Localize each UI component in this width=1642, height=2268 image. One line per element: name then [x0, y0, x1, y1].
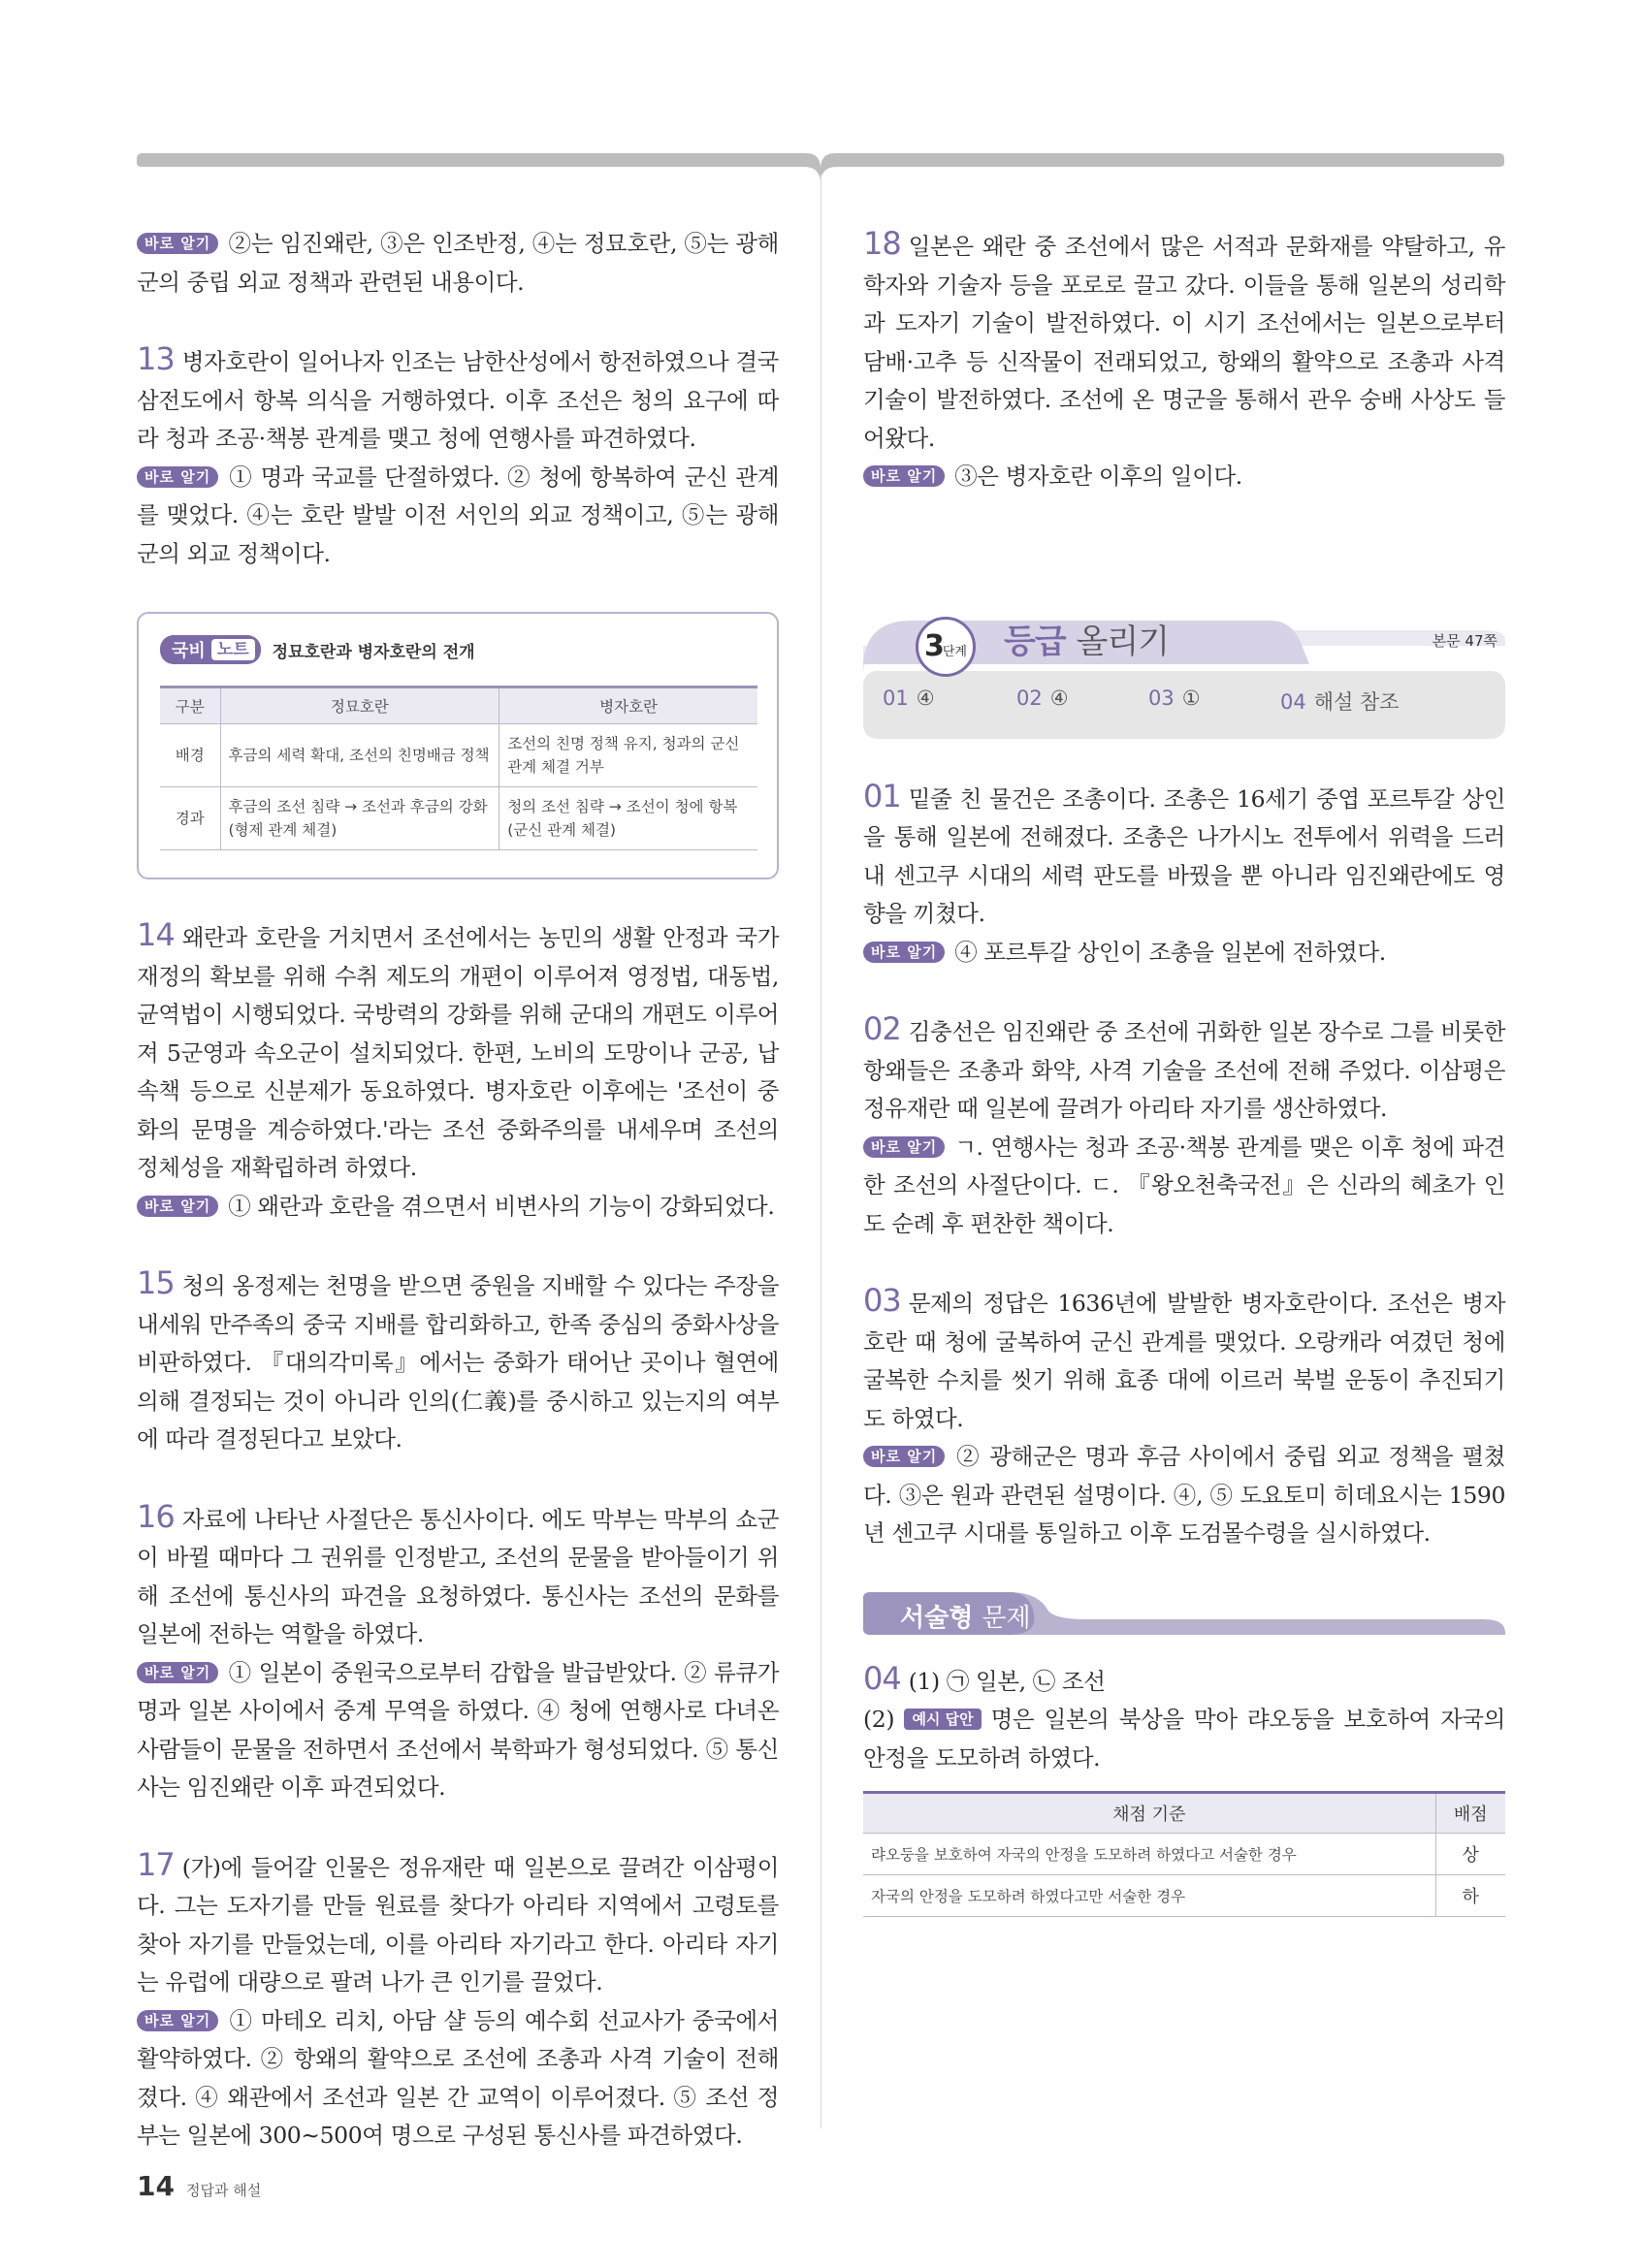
row-label: 경과 [160, 787, 220, 850]
baro-tag: 바로 알기 [137, 1196, 218, 1217]
level-up-section [863, 611, 1505, 756]
answer-16 [137, 1498, 779, 1807]
answer-key-item [1280, 687, 1400, 716]
page-reference: 본문 47쪽 [1432, 631, 1497, 650]
note-table [160, 686, 757, 850]
note-col-header: 병자호란 [499, 687, 757, 724]
answer-key-item [1016, 687, 1148, 716]
answer-key [883, 687, 1484, 716]
question-number: 18 [863, 225, 901, 262]
answer-13 [137, 340, 779, 573]
question-number: 14 [137, 916, 175, 953]
baro-tag: 바로 알기 [863, 1136, 945, 1158]
level-number: 3 [924, 628, 943, 663]
answer-text: 왜란과 호란을 거치면서 조선에서는 농민의 생활 안정과 국가 재정의 확보를 위해 수취 제도의 개편이 이루어져 영정법, 대동법, 균역법이 시행되었다. 국방력의 강화를 위해 군대의 개편도 이루어져 5군영과 속오군이 설치되었다. 한편, 노비의 도망이나 군공, 납속책 등으로 신분제가 동요하였다. 병자호란 이후에는 '조선이 중화의 문명을 계승하였다.'라는 조선 중화주의를 내세우며 조선의 정체성을 재확립하려 하였다. [137, 924, 779, 1181]
answer-text: 밑줄 친 물건은 조총이다. 조총은 16세기 중엽 포르투갈 상인을 통해 일본에 전해졌다. 조총은 나가시노 전투에서 위력을 드러내 센고쿠 시대의 세력 판도를 바꿨을 뿐 아니라 임진왜란에도 영향을 끼쳤다. [863, 784, 1505, 927]
scoring-col-header: 채점 기준 [863, 1793, 1435, 1834]
answer-12-continued [137, 225, 779, 302]
table-cell: 조선의 친명 정책 유지, 청과의 군신 관계 체결 거부 [499, 724, 757, 787]
answer-text: 문제의 정답은 1636년에 발발한 병자호란이다. 조선은 병자호란 때 청에 굴복하여 군신 관계를 맺었다. 오랑캐라 여겼던 청에 굴복한 수치를 씻기 위해 효종 대에 이르러 북벌 운동이 추진되기도 하였다. [863, 1290, 1505, 1432]
answer-key-value: 해설 참조 [1313, 689, 1400, 714]
answer-text: 자료에 나타난 사절단은 통신사이다. 에도 막부는 막부의 쇼군이 바뀔 때마다 그 권위를 인정받고, 조선의 문물을 받아들이기 위해 조선에 통신사의 파견을 요청하였다. 통신사는 조선의 문화를 일본에 전하는 역할을 하였다. [137, 1505, 779, 1647]
answer-text: ②는 임진왜란, ③은 인조반정, ④는 정묘호란, ⑤는 광해군의 중립 외교 정책과 관련된 내용이다. [137, 230, 779, 296]
essay-title-main: 서술형 [900, 1603, 974, 1633]
essay-section-header [863, 1592, 1505, 1639]
note-col-header: 구분 [160, 687, 220, 724]
level-title [1004, 615, 1169, 662]
question-number: 15 [137, 1264, 175, 1301]
example-answer-tag: 예시 답안 [904, 1709, 981, 1730]
answer-key-value: ④ [1049, 686, 1069, 710]
baro-text: ③은 병자호란 이후의 일이다. [954, 463, 1242, 490]
level-sub: 단계 [942, 644, 967, 659]
scoring-col-header: 배점 [1435, 1793, 1505, 1834]
answer-01 [863, 778, 1505, 973]
table-row [160, 787, 757, 850]
answer-text: 청의 옹정제는 천명을 받으면 중원을 지배할 수 있다는 주장을 내세워 만주족의 중국 지배를 합리화하고, 한족 중심의 중화사상을 비판하였다. 『대의각미록』에서는 중화가 태어난 곳이나 혈연에 의해 결정되는 것이 아니라 인의(仁義)를 중시하고 있는지의 여부에 따라 결정된다고 보았다. [137, 1272, 779, 1453]
baro-tag: 바로 알기 [137, 466, 218, 488]
baro-text: ② 광해군은 명과 후금 사이에서 중립 외교 정책을 펼쳤다. ③은 원과 관련된 설명이다. ④, ⑤ 도요토미 히데요시는 1590년 센고쿠 시대를 통일하고 이후 도검몰수령을 실시하였다. [863, 1443, 1505, 1547]
baro-tag: 바로 알기 [137, 1662, 218, 1683]
criteria-cell: 랴오둥을 보호하여 자국의 안정을 도모하려 하였다고 서술한 경우 [863, 1834, 1435, 1875]
answer-03 [863, 1282, 1505, 1553]
note-col-header: 정묘호란 [220, 687, 499, 724]
question-number: 02 [863, 1010, 901, 1047]
answer-key-num: 04 [1280, 689, 1306, 714]
level-badge [916, 617, 976, 677]
footer-label: 정답과 해설 [185, 2182, 262, 2199]
baro-text: ① 명과 국교를 단절하였다. ② 청에 항복하여 군신 관계를 맺었다. ④는 호란 발발 이전 서인의 외교 정책이고, ⑤는 광해군의 외교 정책이다. [137, 463, 779, 567]
note-badge [160, 635, 261, 664]
note-header [160, 635, 757, 664]
answer-text: (가)에 들어갈 인물은 정유재란 때 일본으로 끌려간 이삼평이다. 그는 도자기를 만들 원료를 찾다가 아리타 지역에서 고령토를 찾아 자기를 만들었는데, 이를 아리타 자기라고 한다. 아리타 자기는 유럽에 대량으로 팔려 나가 큰 인기를 끌었다. [137, 1853, 779, 1996]
answer-key-num: 03 [1148, 686, 1175, 710]
answer-17 [137, 1846, 779, 2156]
answer-key-item [1148, 687, 1280, 716]
criteria-cell: 자국의 안정을 도모하려 하였다고만 서술한 경우 [863, 1875, 1435, 1917]
note-badge-inner: 노트 [211, 639, 255, 660]
table-cell: 후금의 조선 침략 → 조선과 후금의 강화(형제 관계 체결) [220, 787, 499, 850]
baro-tag: 바로 알기 [137, 233, 218, 254]
left-column [137, 225, 779, 2194]
answer-04 [863, 1660, 1505, 1778]
answer-text: 병자호란이 일어나자 인조는 남한산성에서 항전하였으나 결국 삼전도에서 항복 의식을 거행하였다. 이후 조선은 청의 요구에 따라 청과 조공·책봉 관계를 맺고 청에 연행사를 파견하였다. [137, 348, 779, 452]
baro-tag: 바로 알기 [863, 1446, 945, 1467]
level-title-main: 등급 [1004, 622, 1066, 661]
baro-tag: 바로 알기 [863, 465, 945, 487]
note-title: 정묘호란과 병자호란의 전개 [272, 642, 475, 662]
answer-14 [137, 916, 779, 1226]
question-number: 03 [863, 1282, 901, 1319]
answer-text: 김충선은 임진왜란 중 조선에 귀화한 일본 장수로 그를 비롯한 항왜들은 조총과 화약, 사격 기술을 조선에 전해 주었다. 이삼평은 정유재란 때 일본에 끌려가 아리타 자기를 생산하였다. [863, 1018, 1505, 1122]
answer-text: 일본은 왜란 중 조선에서 많은 서적과 문화재를 약탈하고, 유학자와 기술자 등을 포로로 끌고 갔다. 이들을 통해 일본의 성리학과 도자기 기술이 발전하였다. 이 시기 조선에서는 일본으로부터 담배·고추 등 신작물이 전래되었고, 항왜의 활약으로 조총과 사격 기술이 발전하였다. 조선에 온 명군을 통해서 관우 숭배 사상도 들어왔다. [863, 233, 1505, 452]
essay-title [900, 1598, 1031, 1634]
answer-part1: (1) ㉠ 일본, ㉡ 조선 [908, 1667, 1106, 1695]
baro-tag: 바로 알기 [863, 942, 945, 963]
baro-text: ④ 포르투갈 상인이 조총을 일본에 전하였다. [954, 938, 1386, 966]
answer-key-num: 02 [1016, 686, 1043, 710]
score-cell: 상 [1435, 1834, 1505, 1875]
answer-key-value: ① [1181, 686, 1201, 710]
right-column [863, 225, 1505, 1917]
page-footer [137, 2170, 261, 2202]
answer-part2: 명은 일본의 북상을 막아 랴오둥을 보호하여 자국의 안정을 도모하려 하였다. [863, 1706, 1505, 1772]
answer-key-value: ④ [916, 686, 935, 710]
essay-title-sub: 문제 [982, 1603, 1031, 1633]
answer-18 [863, 225, 1505, 496]
baro-text: ① 왜란과 호란을 겪으면서 비변사의 기능이 강화되었다. [228, 1192, 775, 1220]
baro-tag: 바로 알기 [137, 2010, 218, 2031]
answer-part2-prefix: (2) [863, 1706, 895, 1733]
answer-key-item [883, 687, 1016, 716]
scoring-table [863, 1791, 1505, 1917]
table-row [160, 724, 757, 787]
baro-text: ㄱ. 연행사는 청과 조공·책봉 관계를 맺은 이후 청에 파견한 조선의 사절단이다. ㄷ. 『왕오천축국전』은 신라의 혜초가 인도 순례 후 편찬한 책이다. [863, 1133, 1505, 1237]
row-label: 배경 [160, 724, 220, 787]
question-number: 13 [137, 340, 175, 377]
answer-02 [863, 1010, 1505, 1243]
table-row [863, 1834, 1505, 1875]
note-badge-label: 국비 [172, 641, 206, 661]
question-number: 17 [137, 1845, 175, 1883]
question-number: 01 [863, 777, 901, 815]
table-cell: 후금의 세력 확대, 조선의 친명배금 정책 [220, 724, 499, 787]
table-row [863, 1875, 1505, 1917]
answer-15 [137, 1264, 779, 1459]
table-cell: 청의 조선 침략 → 조선이 청에 항복(군신 관계 체결) [499, 787, 757, 850]
question-number: 04 [863, 1659, 901, 1697]
level-title-sub: 올리기 [1076, 622, 1170, 661]
note-box [137, 612, 779, 879]
answer-key-num: 01 [883, 686, 909, 710]
baro-text: ① 일본이 중원국으로부터 감합을 발급받았다. ② 류큐가 명과 일본 사이에서 중계 무역을 하였다. ④ 청에 연행사로 다녀온 사람들이 문물을 전하면서 조선에서 북학파가 형성되었다. ⑤ 통신사는 임진왜란 이후 파견되었다. [137, 1658, 779, 1801]
score-cell: 하 [1435, 1875, 1505, 1917]
baro-text: ① 마테오 리치, 아담 샬 등의 예수회 선교사가 중국에서 활약하였다. ② 항왜의 활약으로 조선에 조총과 사격 기술이 전해졌다. ④ 왜관에서 조선과 일본 간 교역이 이루어졌다. ⑤ 조선 정부는 일본에 300~500여 명으로 구성된 통신사를 파견하였다. [137, 2006, 779, 2149]
question-number: 16 [137, 1497, 175, 1535]
page-number: 14 [137, 2170, 175, 2202]
